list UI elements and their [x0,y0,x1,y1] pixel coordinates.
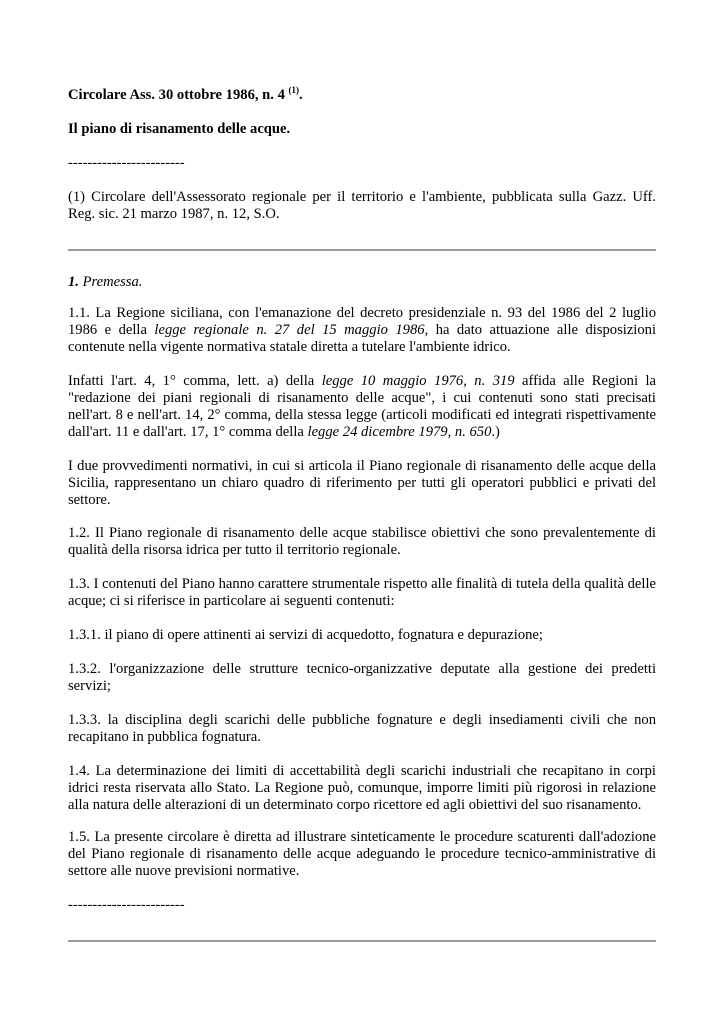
title-text: Circolare Ass. 30 ottobre 1986, n. 4 [68,87,285,103]
document-title [68,87,656,104]
law-reference-link[interactable]: legge 10 maggio 1976, n. 319 [321,373,515,389]
paragraph-1-3-1: 1.3.1. il piano di opere attinenti ai servizi di acquedotto, fognatura e depurazione; [68,627,543,643]
paragraph-1-2: 1.2. Il Piano regionale di risanamento delle acque stabilisce obiettivi che sono prevalentemente di qualità della risorsa idrica per tutto il territorio regionale. [68,525,656,558]
paragraph-infatti [68,373,656,441]
paragraph-1-4: 1.4. La determinazione dei limiti di accettabilità degli scarichi industriali che recapitano in corpi idrici resta riservata allo Stato. La Regione può, comunque, imporre limiti più rigorosi in relazione alla natura delle alterazioni di un determinato corpo ricettore ed agli obiettivi del suo risanamento. [68,763,656,813]
paragraph-1-3: 1.3. I contenuti del Piano hanno carattere strumentale rispetto alle finalità di tutela della qualità delle acque; ci si riferisce in particolare ai seguenti contenuti: [68,576,656,609]
divider-bottom [68,940,656,942]
law-reference-link[interactable]: legge regionale n. 27 del 15 maggio 1986 [154,322,425,338]
paragraph-1-1 [68,305,656,356]
section-number: 1. [68,274,79,290]
section-title: Premessa. [82,274,143,290]
paragraph-1-3-2: 1.3.2. l'organizzazione delle strutture tecnico-organizzative deputate alla gestione dei predetti servizi; [68,661,656,694]
paragraph-text: , ha dato attuazione alle disposizioni contenute nella vigente normativa statale diretta a tutelare l'ambiente idrico. [68,322,656,355]
law-reference-link[interactable]: legge 24 dicembre 1979, n. 650 [307,424,492,440]
document-subtitle: Il piano di risanamento delle acque. [68,121,291,137]
footnote-ref[interactable]: (1) [288,85,300,96]
paragraph-1-5: 1.5. La presente circolare è diretta ad illustrare sinteticamente le procedure scaturenti dall'adozione del Piano regionale di risanamento delle acque adeguando le procedure tecnico-amministrative di settore alle nuove previsioni normative. [68,829,656,879]
footnote-text: (1) Circolare dell'Assessorato regionale per il territorio e l'ambiente, pubblicata sulla Gazz. Uff. Reg. sic. 21 marzo 1987, n. 12, S.O. [68,189,656,222]
paragraph-text: .) [491,424,500,440]
paragraph-due-provvedimenti: I due provvedimenti normativi, in cui si articola il Piano regionale di risanamento delle acque della Sicilia, rappresentano un chiaro quadro di riferimento per tutti gli operatori pubblici e privati del settore. [68,458,656,508]
paragraph-text: affida alle Regioni la "redazione dei piani regionali di risanamento delle acque", i cui contenuti sono stati precisati nell'art. 8 e nell'art. 14, 2° comma, della stessa legge (articoli modificati ed integrati rispettivamente dall'art. 11 e dall'art. 17, 1° comma della [68,373,656,440]
separator-bottom: ------------------------ [68,897,185,913]
section-heading [68,274,656,291]
paragraph-text: Infatti l'art. 4, 1° comma, lett. a) della [68,373,322,389]
paragraph-text: 1.1. La Regione siciliana, con l'emanazione del decreto presidenziale n. 93 del 1986 del 2 luglio 1986 e della [68,305,656,338]
divider-top [68,249,656,251]
title-period: . [299,87,303,103]
paragraph-1-3-3: 1.3.3. la disciplina degli scarichi delle pubbliche fognature e degli insediamenti civili che non recapitano in pubblica fognatura. [68,712,656,745]
separator-top: ------------------------ [68,155,185,171]
